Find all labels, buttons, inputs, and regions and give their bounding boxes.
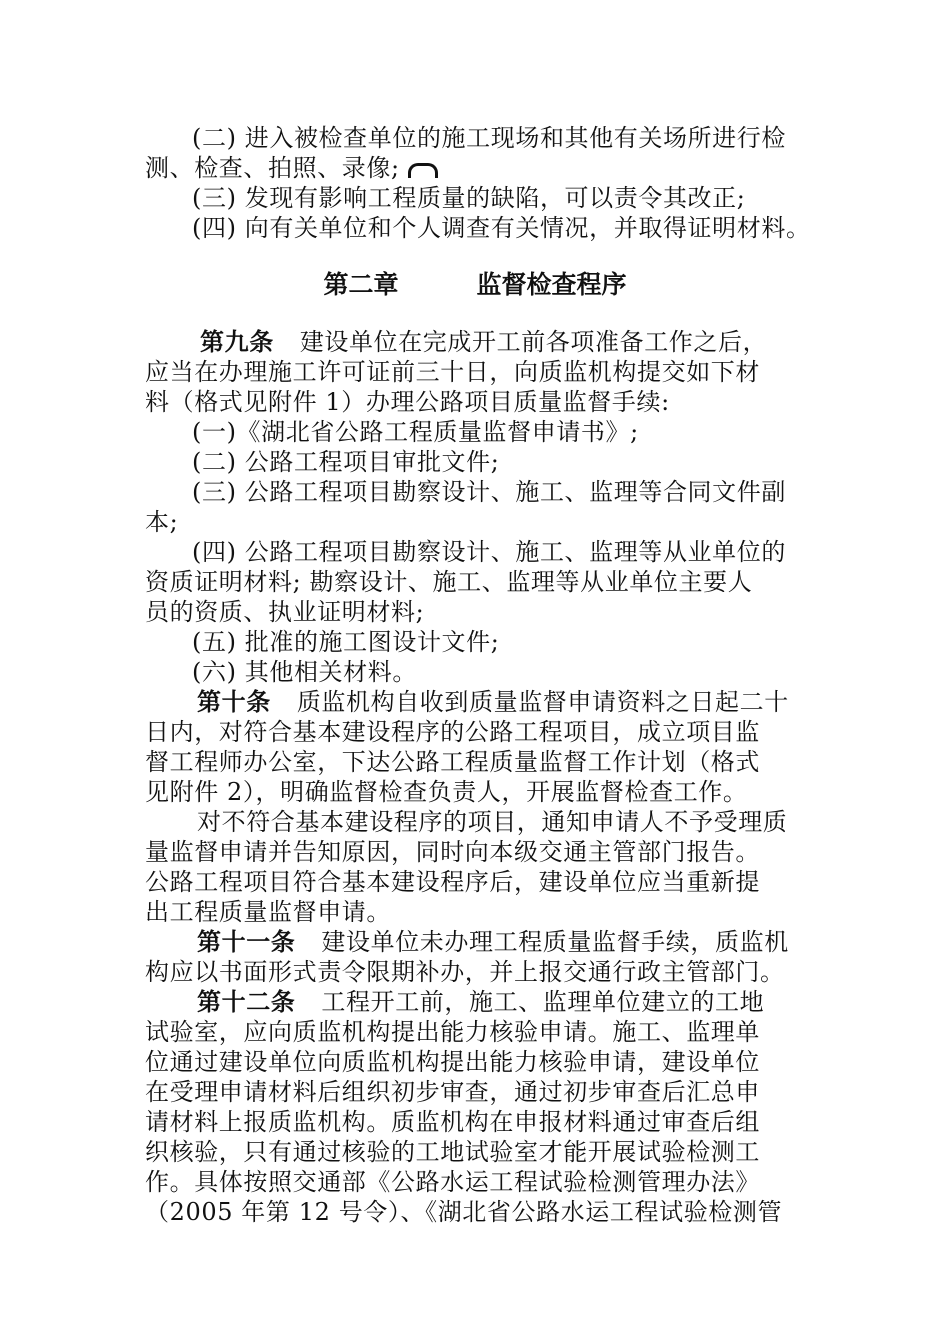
article-11-text: 建设单位未办理工程质量监督手续，质监机 — [321, 928, 789, 956]
article-10-line: 量监督申请并告知原因，同时向本级交通主管部门报告。 — [145, 838, 760, 866]
article-9-item-5: (五) 批准的施工图设计文件; — [192, 628, 500, 656]
article-9-item-4-cont: 资质证明材料; 勘察设计、施工、监理等从业单位主要人 — [145, 568, 753, 596]
article-9-text: 建设单位在完成开工前各项准备工作之后， — [299, 328, 768, 356]
article-12-line: （2005 年第 12 号令）、《湖北省公路水运工程试验检测管 — [145, 1198, 783, 1226]
handwritten-mark-icon — [408, 163, 438, 178]
chapter-number: 第二章 — [323, 270, 399, 299]
article-12-line: 在受理申请材料后组织初步审查，通过初步审查后汇总申 — [145, 1078, 760, 1106]
article-10-line: 公路工程项目符合基本建设程序后，建设单位应当重新提 — [145, 868, 760, 896]
article-10-first-line — [197, 687, 789, 717]
article-10-line: 见附件 2），明确监督检查负责人，开展监督检查工作。 — [145, 778, 748, 806]
article-9-item-6: (六) 其他相关材料。 — [192, 658, 417, 686]
article-9-item-4: (四) 公路工程项目勘察设计、施工、监理等从业单位的 — [192, 538, 786, 566]
article-12-line: 作。具体按照交通部《公路水运工程试验检测管理办法》 — [145, 1168, 760, 1196]
article-9-item-3: (三) 公路工程项目勘察设计、施工、监理等合同文件副 — [192, 478, 786, 506]
article-10-line: 日内，对符合基本建设程序的公路工程项目，成立项目监 — [145, 718, 760, 746]
chapter-title: 监督检查程序 — [476, 270, 627, 299]
article-10-heading: 第十条 — [197, 687, 271, 716]
article-11-line: 构应以书面形式责令限期补办，并上报交通行政主管部门。 — [145, 958, 785, 986]
clause-2-line-2-text: 测、检查、拍照、录像; — [145, 154, 400, 182]
article-10-text: 质监机构自收到质量监督申请资料之日起二十 — [296, 688, 789, 716]
article-9-line: 料（格式见附件 1）办理公路项目质量监督手续: — [145, 388, 670, 416]
article-12-line: 试验室，应向质监机构提出能力核验申请。施工、监理单 — [145, 1018, 760, 1046]
article-10-line: 出工程质量监督申请。 — [145, 898, 391, 926]
article-9-line: 应当在办理施工许可证前三十日，向质监机构提交如下材 — [145, 358, 760, 386]
article-9-item-4-cont: 员的资质、执业证明材料; — [145, 598, 425, 626]
article-11-heading: 第十一条 — [197, 927, 296, 956]
clause-3-line: (三) 发现有影响工程质量的缺陷，可以责令其改正; — [192, 184, 746, 212]
article-12-first-line — [197, 987, 764, 1017]
clause-2-line-2 — [145, 153, 438, 183]
article-11-first-line — [197, 927, 789, 957]
chapter-heading — [0, 268, 950, 302]
article-9-item-3-cont: 本; — [145, 508, 179, 536]
article-10-line: 对不符合基本建设程序的项目，通知申请人不予受理质 — [197, 808, 788, 836]
clause-2-line-1: (二) 进入被检查单位的施工现场和其他有关场所进行检 — [192, 124, 786, 152]
clause-4-line: (四) 向有关单位和个人调查有关情况，并取得证明材料。 — [192, 214, 811, 242]
article-12-text: 工程开工前，施工、监理单位建立的工地 — [321, 988, 765, 1016]
article-12-line: 请材料上报质监机构。质监机构在申报材料通过审查后组 — [145, 1108, 760, 1136]
article-9-item-2: (二) 公路工程项目审批文件; — [192, 448, 500, 476]
article-10-line: 督工程师办公室，下达公路工程质量监督工作计划（格式 — [145, 748, 760, 776]
article-9-first-line — [200, 327, 767, 357]
article-12-line: 位通过建设单位向质监机构提出能力核验申请，建设单位 — [145, 1048, 760, 1076]
article-9-item-1: (一)《湖北省公路工程质量监督申请书》; — [192, 418, 639, 446]
article-12-line: 织核验，只有通过核验的工地试验室才能开展试验检测工 — [145, 1138, 760, 1166]
article-12-heading: 第十二条 — [197, 987, 296, 1016]
article-9-heading: 第九条 — [200, 327, 274, 356]
